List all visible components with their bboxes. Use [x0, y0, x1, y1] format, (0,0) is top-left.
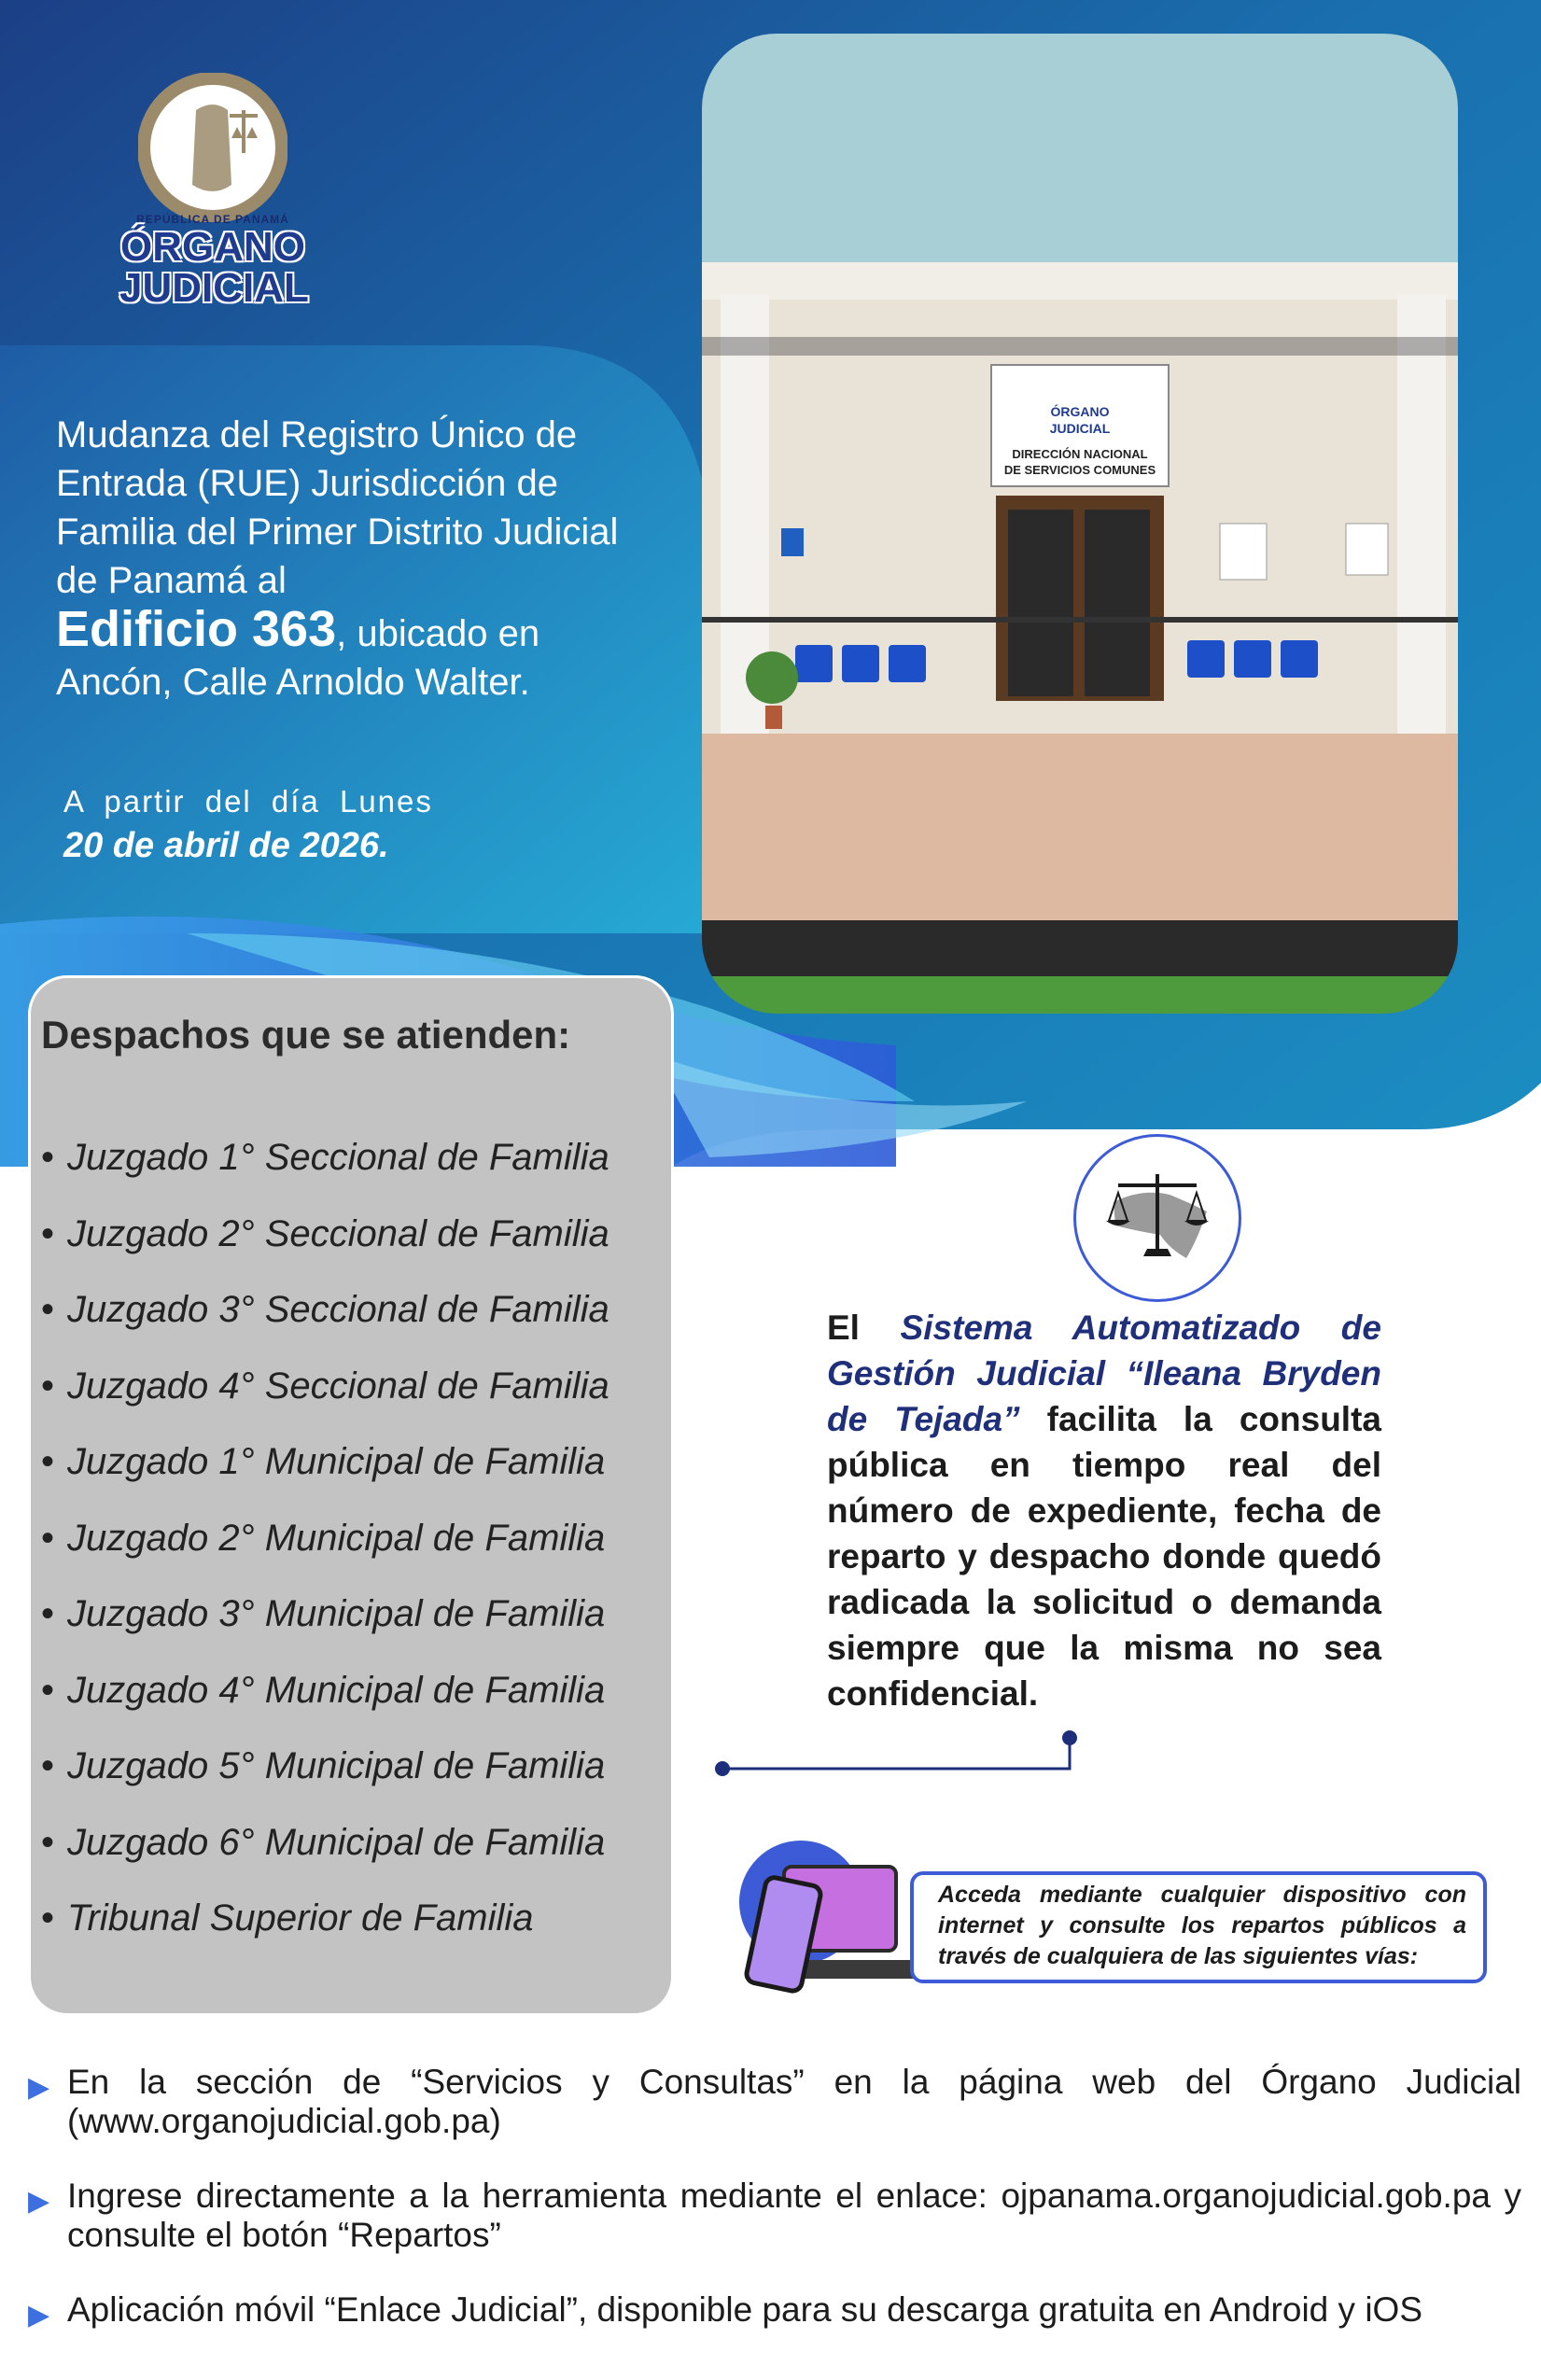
play-arrow-icon: ▶ — [28, 2186, 50, 2217]
list-item: • Juzgado 2° Municipal de Familia — [41, 1517, 606, 1559]
list-item: • Tribunal Superior de Familia — [41, 1897, 534, 1939]
heading-building: Edificio 363 — [56, 601, 337, 657]
list-item: • Juzgado 2° Seccional de Familia — [41, 1212, 609, 1254]
list-item: • Juzgado 6° Municipal de Familia — [41, 1821, 606, 1863]
logo-word-judicial: JUDICIAL — [119, 265, 309, 311]
organo-judicial-logo — [119, 73, 309, 320]
device-access-text: Acceda mediante cualquier dispositivo con internet y consulte los repartos públicos a través de cualquiera de las siguientes vías: — [938, 1882, 1466, 1969]
despachos-list — [41, 1137, 676, 1974]
sign-line3: DIRECCIÓN NACIONAL — [1012, 447, 1148, 461]
desc-part1: El — [827, 1309, 901, 1347]
access-ways-list — [28, 2063, 1521, 2330]
heading-line2: , ubicado en Ancón, Calle Arnoldo Walter. — [56, 613, 540, 703]
list-item: • Juzgado 3° Municipal de Familia — [41, 1593, 606, 1634]
sign-line2: JUDICIAL — [1049, 421, 1111, 436]
list-item: • Juzgado 1° Seccional de Familia — [41, 1137, 609, 1178]
heading-line1: Mudanza del Registro Único de Entrada (RUE) Jurisdicción de Familia del Primer Distrito Judicial de Panamá al — [56, 414, 619, 601]
justice-emblem-icon — [138, 73, 287, 222]
list-item: ▶ Ingrese directamente a la herramienta mediante el enlace: ojpanama.organojudicial.gob.pa y consulte el botón “Repartos” — [28, 2177, 1521, 2254]
scales-map-icon — [1073, 1134, 1241, 1302]
date-main: 20 de abril de 2026. — [63, 826, 389, 865]
desc-part2: facilita la consulta pública en tiempo real del número de expediente, fecha de reparto y despacho donde quedó radicada la solicitud o demanda siempre que la misma no sea confidencial. — [827, 1400, 1381, 1713]
connector-line — [709, 1727, 1083, 1783]
date-prefix: A partir del día Lunes — [63, 784, 433, 819]
announcement-heading — [56, 411, 644, 707]
building-illustration — [702, 34, 1458, 1014]
despachos-title: Despachos que se atienden: — [41, 1013, 571, 1057]
list-item: • Juzgado 4° Seccional de Familia — [41, 1365, 609, 1407]
list-item: • Juzgado 4° Municipal de Familia — [41, 1669, 606, 1711]
play-arrow-icon: ▶ — [28, 2300, 50, 2331]
building-photo — [702, 34, 1458, 1014]
list-item: • Juzgado 1° Municipal de Familia — [41, 1441, 606, 1482]
list-item: ▶ En la sección de “Servicios y Consultas” en la página web del Órgano Judicial (www.organojudicial.gob.pa) — [28, 2063, 1521, 2140]
list-item: ▶ Aplicación móvil “Enlace Judicial”, disponible para su descarga gratuita en Android y iOS — [28, 2290, 1521, 2330]
play-arrow-icon: ▶ — [28, 2072, 50, 2103]
logo-republic-label: REPÚBLICA DE PANAMÁ — [136, 213, 289, 226]
sign-line1: ÓRGANO — [1050, 404, 1110, 419]
list-item: • Juzgado 5° Municipal de Familia — [41, 1745, 606, 1786]
system-description — [827, 1305, 1381, 1716]
list-item: • Juzgado 3° Seccional de Familia — [41, 1289, 609, 1330]
logo-word-organo: ÓRGANO — [120, 224, 305, 270]
sign-line4: DE SERVICIOS COMUNES — [1003, 463, 1156, 477]
system-name: Sistema Automatizado de Gestión Judicial “Ileana Bryden de Tejada” — [827, 1309, 1381, 1438]
